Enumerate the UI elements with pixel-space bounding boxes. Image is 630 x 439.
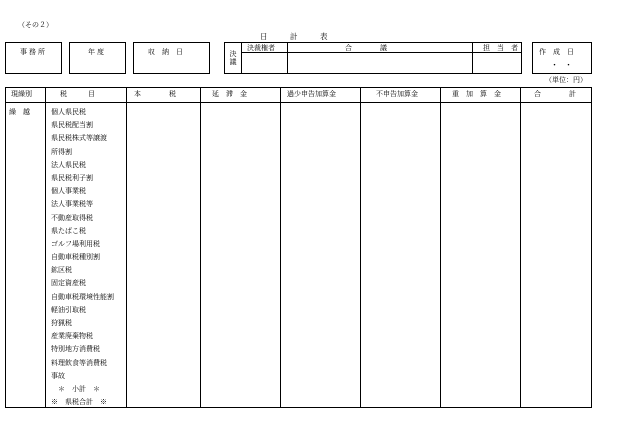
approval-authority-cell[interactable] (243, 54, 285, 71)
fiscal-year-field[interactable] (69, 42, 126, 74)
tax-item: ゴルフ場利用税 (51, 239, 100, 248)
tax-item: 法人事業税等 (51, 200, 93, 209)
tax-item: 自動車税環境性能割 (51, 292, 114, 301)
receipt-date-label: 収 納 日 (148, 48, 183, 56)
approval-block (224, 42, 522, 74)
col-header-total: 合 計 (534, 90, 576, 98)
tax-item: 鉱区税 (51, 266, 72, 275)
tax-item: 固定資産税 (51, 279, 86, 288)
col-header-carryover: 現繰別 (11, 90, 32, 98)
receipt-date-field[interactable] (133, 42, 210, 74)
page-label: （その２） (18, 21, 53, 29)
created-date-label: 作 成 日 (539, 48, 574, 56)
tax-item: 所得割 (51, 147, 72, 156)
tax-item: 軽油引取税 (51, 305, 86, 314)
header-row-divider (5, 102, 592, 103)
tax-item-list (51, 106, 114, 409)
tax-item: 個人事業税 (51, 187, 86, 196)
prefectural-tax-total-row: ※ 県税合計 ※ (51, 398, 107, 407)
unit-label: （単位：円） (545, 76, 587, 84)
approval-side-label: 決議 (229, 50, 237, 66)
approval-person-label: 担 当 者 (483, 44, 518, 52)
office-label: 事務所 (20, 48, 47, 56)
tax-item: 自動車税種別割 (51, 253, 100, 262)
col-header-heavy-penalty: 重 加 算 金 (452, 90, 501, 98)
subtotal-row: ＊ 小計 ＊ (51, 384, 100, 393)
tax-item: 県民税配当割 (51, 121, 93, 130)
col-header-nonfiling-penalty: 不申告加算金 (376, 90, 418, 98)
tax-item: 料理飲食等消費税 (51, 358, 107, 367)
col-header-underreport-penalty: 過少申告加算金 (287, 90, 336, 98)
approval-person-cell[interactable] (474, 54, 520, 71)
tax-item: 法人県民税 (51, 160, 86, 169)
tax-item: 事故 (51, 371, 65, 380)
col-header-delinquency: 延 滞 金 (212, 90, 247, 98)
tax-item: 狩猟税 (51, 319, 72, 327)
tax-item: 県たばこ税 (51, 226, 86, 235)
created-date-field[interactable] (532, 42, 592, 74)
tax-item: 県民税利子割 (51, 173, 93, 182)
col-header-tax-item: 税 目 (60, 90, 95, 98)
created-date-value: ・ ・ (551, 60, 572, 69)
approval-consultation-label: 合 議 (345, 44, 387, 52)
col-header-principal: 本 税 (134, 90, 176, 98)
tax-item: 産業廃棄物税 (51, 332, 93, 341)
fiscal-year-label: 年度 (88, 48, 106, 56)
office-field[interactable] (5, 42, 62, 74)
tax-item: 特別地方消費税 (51, 345, 100, 354)
category-label: 繰 越 (9, 108, 30, 116)
tax-item: 県民税株式等譲渡 (51, 134, 107, 143)
page-title: 日 計 表 (260, 32, 328, 41)
approval-consultation-cell[interactable] (289, 54, 470, 71)
tax-item: 不動産取得税 (51, 213, 93, 222)
approval-authority-label: 決裁権者 (247, 44, 275, 52)
tax-item: 個人県民税 (51, 108, 86, 116)
